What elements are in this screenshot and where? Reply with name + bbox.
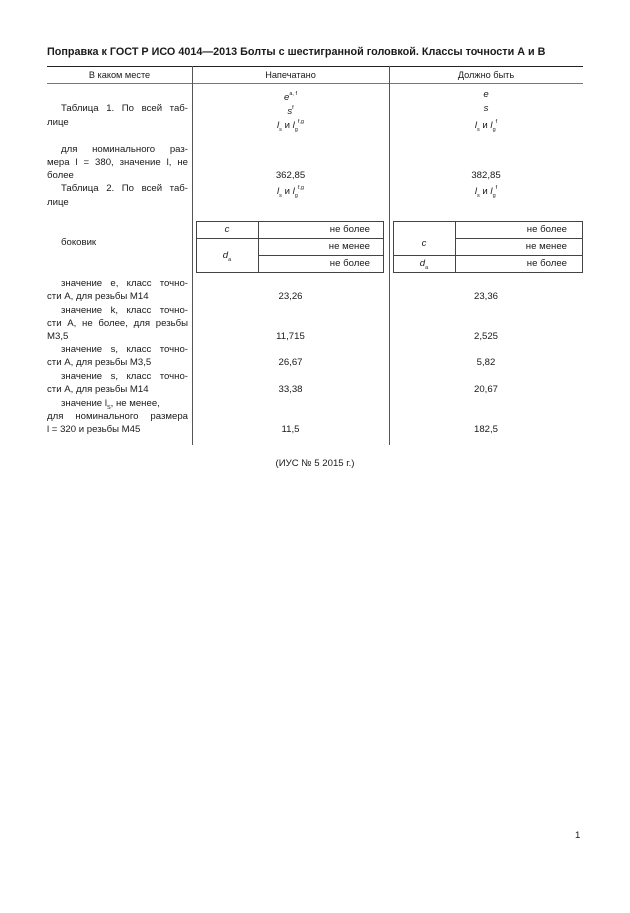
row9-place-line1: значение $l_S$, не менее,	[61, 398, 160, 411]
header-place: В каком месте	[88, 70, 151, 80]
row7-place-line2: сти А, для резьбы М3,5	[47, 357, 152, 368]
row8-printed: 33,38	[278, 384, 303, 395]
row2-printed: 362,85	[275, 170, 306, 181]
should-da-label: $d_a$	[419, 258, 429, 271]
row5-place-line1: значение e, класс точно-	[61, 278, 188, 289]
row1-printed-s: $s^f$	[287, 105, 294, 117]
row1-place-line1: Таблица 1. По всей таб-	[61, 103, 188, 114]
source-note: (ИУС № 5 2015 г.)	[275, 458, 355, 469]
row8-should-be: 20,67	[473, 384, 498, 395]
row6-place-line1: значение k, класс точно-	[61, 305, 188, 316]
row9-printed: 11,5	[281, 424, 300, 435]
row9-should-be: 182,5	[473, 424, 498, 435]
row5-should-be: 23,36	[473, 291, 498, 302]
row7-printed: 26,67	[278, 357, 303, 368]
row3-place-line2: лице	[47, 197, 69, 208]
row9-place-line3: l = 320 и резьбы М45	[47, 424, 141, 435]
should-da-max: не более	[526, 258, 567, 269]
row2-place-line3: более	[47, 170, 74, 181]
row1-printed-ls-lg: $l_s$ и $l_g^{f,g}$	[277, 119, 304, 133]
row1-place-line2: лице	[47, 117, 69, 128]
row5-printed: 23,26	[278, 291, 303, 302]
row1-should-ls-lg: $l_s$ и $l_g^f$	[474, 119, 498, 133]
row8-place-line2: сти А, для резьбы М14	[47, 384, 149, 395]
row6-place-line2: сти А, не более, для резьбы	[47, 318, 188, 329]
page-number: 1	[575, 830, 581, 841]
should-c-max: не более	[526, 224, 567, 235]
row2-place-line2: мера l = 380, значение l, не	[47, 157, 188, 168]
row6-printed: 11,715	[276, 331, 305, 342]
row6-should-be: 2,525	[473, 331, 498, 342]
row2-should-be: 382,85	[471, 170, 501, 181]
printed-inner-hline-2	[258, 255, 384, 256]
row7-should-be: 5,82	[476, 357, 496, 368]
header-should-be: Должно быть	[457, 70, 515, 80]
row5-place-line2: сти А, для резьбы М14	[47, 291, 149, 302]
should-inner-hline-1	[455, 238, 583, 239]
printed-c-value: не более	[329, 224, 370, 235]
row3-should-ls-lg: $l_s$ и $l_g^f$	[474, 185, 498, 199]
printed-da-max: не более	[329, 258, 370, 269]
printed-inner-vline	[258, 221, 259, 273]
row1-printed-e: $e^{a, f}$	[284, 91, 297, 103]
row2-place-line1: для номинального раз-	[61, 144, 188, 155]
header-bottom-rule	[47, 83, 583, 84]
row9-place-line2: для номинального размера	[47, 411, 188, 422]
row6-place-line3: М3,5	[47, 331, 69, 342]
printed-c-label: c	[224, 224, 230, 235]
should-inner-hline-2	[393, 255, 583, 256]
row1-should-s: s	[483, 103, 489, 114]
header-top-rule	[47, 66, 583, 67]
should-c-label: c	[421, 238, 427, 249]
printed-inner-hline-1	[196, 238, 384, 239]
printed-da-min: не менее	[328, 241, 370, 252]
row8-place-line1: значение s, класс точно-	[61, 371, 188, 382]
printed-da-label: $d_a$	[222, 250, 232, 263]
bokovik-label: боковик	[61, 237, 97, 248]
row3-place-line1: Таблица 2. По всей таб-	[61, 183, 188, 194]
row3-printed-ls-lg: $l_s$ и $l_g^{f,g}$	[277, 185, 304, 199]
document-title: Поправка к ГОСТ Р ИСО 4014—2013 Болты с шестигранной головкой. Классы точности А и В	[47, 46, 546, 58]
row1-should-e: e	[483, 89, 489, 100]
row7-place-line1: значение s, класс точно-	[61, 344, 188, 355]
should-inner-vline	[455, 221, 456, 273]
header-printed: Напечатано	[265, 70, 316, 80]
should-c-min: не менее	[525, 241, 567, 252]
